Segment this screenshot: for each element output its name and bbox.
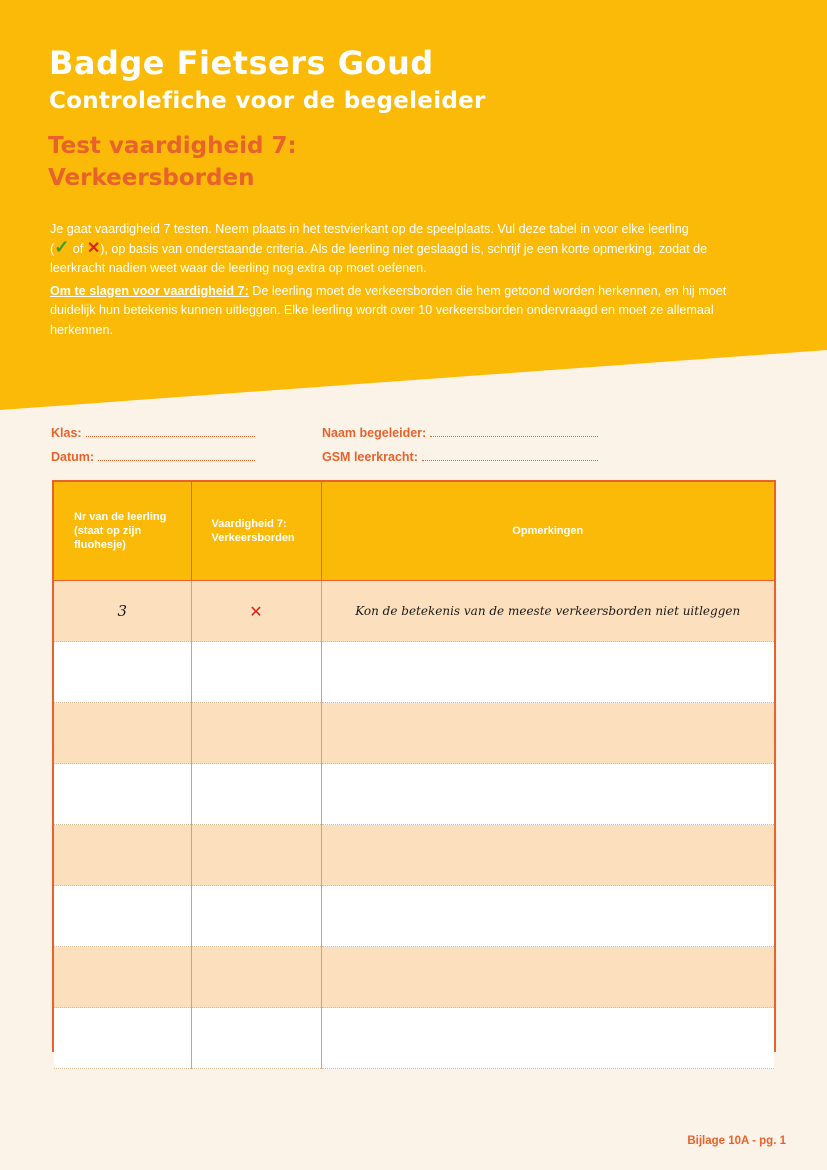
- cross-icon: ✕: [86, 239, 101, 257]
- nr-cell[interactable]: [54, 886, 191, 947]
- nr-cell[interactable]: [54, 764, 191, 825]
- header-nr: Nr van de leerling (staat op zijn fluohesje): [54, 482, 191, 581]
- table-row: [54, 703, 774, 764]
- table-row: [54, 581, 774, 642]
- test-title: [48, 130, 448, 194]
- table-row: [54, 825, 774, 886]
- table-row: [54, 764, 774, 825]
- result-cell[interactable]: [191, 642, 321, 703]
- result-cell[interactable]: [191, 764, 321, 825]
- page-subtitle: Controlefiche voor de begeleider: [49, 88, 486, 114]
- remark-cell[interactable]: [321, 947, 774, 1008]
- checkmark-icon: ✓: [54, 236, 70, 257]
- page-footer: Bijlage 10A - pg. 1: [687, 1135, 786, 1147]
- results-table: [52, 480, 776, 1052]
- nr-cell[interactable]: 3: [54, 581, 191, 642]
- gsm-leerkracht-field[interactable]: GSM leerkracht:: [322, 450, 598, 464]
- table-row: [54, 1008, 774, 1069]
- result-cell[interactable]: [191, 886, 321, 947]
- header-opmerkingen: Opmerkingen: [321, 482, 774, 581]
- instructions-paragraph: Je gaat vaardigheid 7 testen. Neem plaats in het testvierkant op de speelplaats. Vul deze tabel in voor elke leerling (✓ of ✕), op basis van onderstaande criteria. Als de leerling niet geslaagd is, schrijf je een korte opmerking, zodat de leerkracht nadien weet waar de leerling nog extra op moet oefenen.: [50, 222, 708, 275]
- test-title-line1: Test vaardigheid 7:: [48, 133, 297, 159]
- result-cell[interactable]: [191, 703, 321, 764]
- remark-cell[interactable]: [321, 703, 774, 764]
- criteria-label: Om te slagen voor vaardigheid 7:: [50, 283, 249, 298]
- remark-cell[interactable]: [321, 825, 774, 886]
- remark-cell[interactable]: [321, 886, 774, 947]
- klas-field[interactable]: Klas:: [51, 426, 255, 440]
- remark-cell[interactable]: [321, 1008, 774, 1069]
- remark-cell[interactable]: [321, 642, 774, 703]
- nr-cell[interactable]: [54, 1008, 191, 1069]
- intro-text: [50, 220, 745, 343]
- nr-cell[interactable]: [54, 947, 191, 1008]
- result-cell[interactable]: [191, 825, 321, 886]
- result-cell[interactable]: [191, 947, 321, 1008]
- nr-cell[interactable]: [54, 642, 191, 703]
- result-cell[interactable]: ✕: [191, 581, 321, 642]
- table-row: [54, 886, 774, 947]
- nr-cell[interactable]: [54, 703, 191, 764]
- table-header-row: [54, 482, 774, 581]
- page-title: Badge Fietsers Goud: [49, 44, 434, 82]
- remark-cell[interactable]: Kon de betekenis van de meeste verkeersborden niet uitleggen: [321, 581, 774, 642]
- result-cell[interactable]: [191, 1008, 321, 1069]
- table-row: [54, 642, 774, 703]
- header-vaardigheid: Vaardigheid 7: Verkeersborden: [191, 482, 321, 581]
- nr-cell[interactable]: [54, 825, 191, 886]
- criteria-paragraph: Om te slagen voor vaardigheid 7: De leerling moet de verkeersborden die hem getoond worden herkennen, en hij moet duidelijk hun betekenis kunnen uitleggen. Elke leerling wordt over 10 verkeersborden ondervraagd en moet ze allemaal herkennen.: [50, 283, 727, 337]
- datum-field[interactable]: Datum:: [51, 450, 255, 464]
- naam-begeleider-field[interactable]: Naam begeleider:: [322, 426, 598, 440]
- test-title-line2: Verkeersborden: [48, 165, 255, 191]
- remark-cell[interactable]: [321, 764, 774, 825]
- table-row: [54, 947, 774, 1008]
